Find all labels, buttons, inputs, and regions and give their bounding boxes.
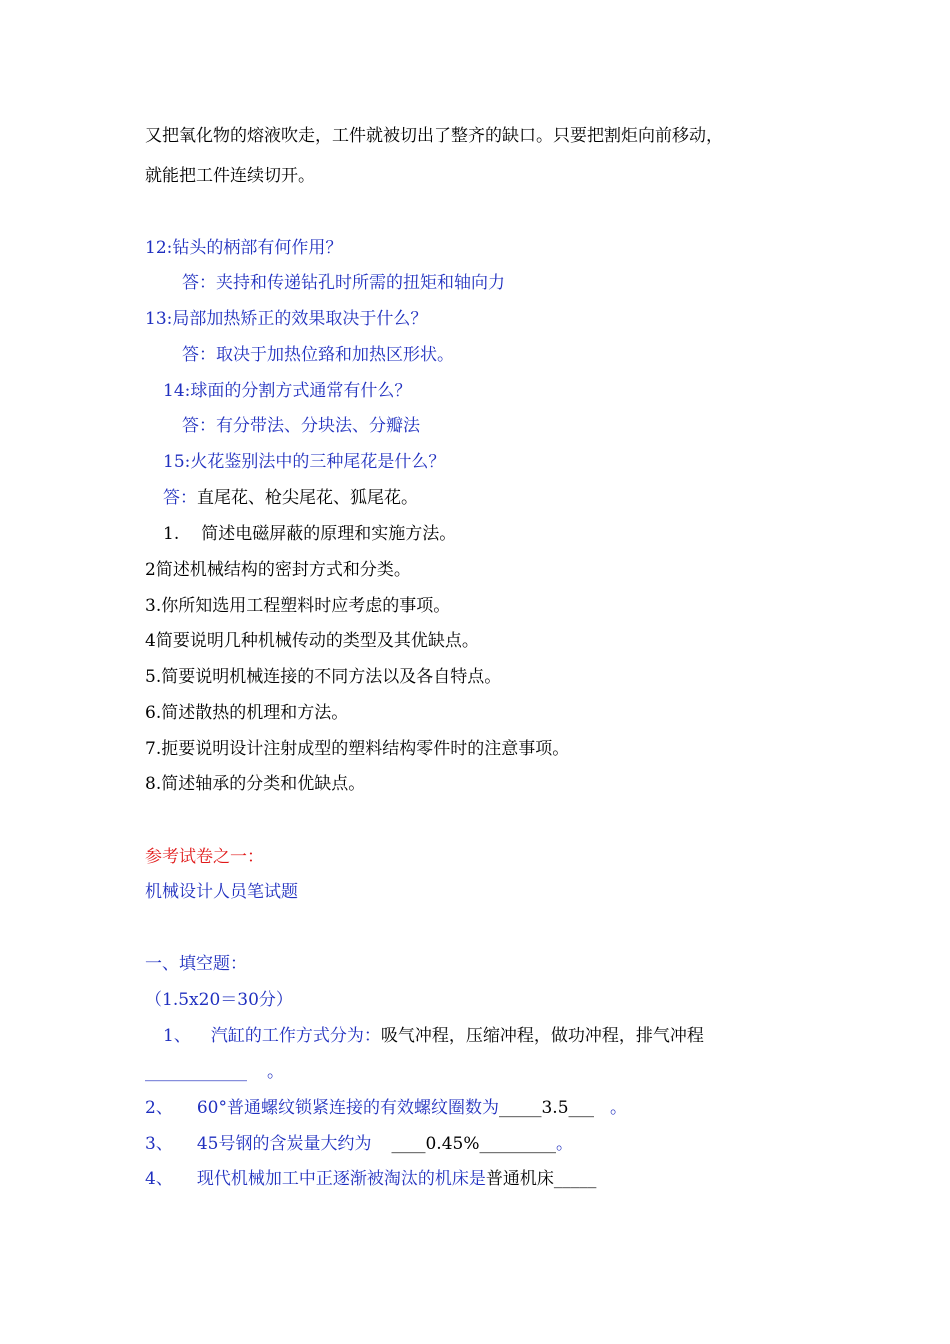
- fill-item-3-end: 。: [555, 1134, 573, 1154]
- answer-12: 答：夹持和传递钻孔时所需的扭矩和轴向力: [182, 273, 505, 293]
- section-heading: 一、填空题：: [145, 954, 247, 974]
- fill-item-1-answer: 吸气冲程，压缩冲程，做功冲程，排气冲程: [380, 1026, 704, 1046]
- fill-item-1-end: 。: [267, 1062, 284, 1082]
- fill-item-3: [145, 1132, 573, 1156]
- fill-item-1-number: 1、: [163, 1026, 191, 1046]
- fill-item-3-question: 45号钢的含炭量大约为: [196, 1134, 372, 1154]
- fill-item-2-number: 2、: [145, 1098, 173, 1118]
- question-14: 14:球面的分割方式通常有什么？: [163, 381, 412, 401]
- list-item-1-number: 1.: [163, 524, 180, 544]
- fill-item-1-question: 汽缸的工作方式分为：: [210, 1026, 381, 1046]
- fill-item-3-answer: ____0.45%_________: [391, 1134, 556, 1154]
- list-item-1-text: 简述电磁屏蔽的原理和实施方法。: [201, 524, 457, 544]
- fill-item-1-continuation: [145, 1060, 284, 1084]
- fill-item-1-blank: ____________: [145, 1062, 247, 1082]
- list-item-3: 3.你所知选用工程塑料时应考虑的事项。: [145, 596, 451, 616]
- fill-item-1: [163, 1024, 704, 1048]
- fill-item-4-number: 4、: [145, 1169, 173, 1189]
- list-item-1: [163, 522, 456, 546]
- fill-item-4: [145, 1167, 596, 1191]
- fill-item-2: [145, 1096, 627, 1120]
- fill-item-4-question: 现代机械加工中正逐渐被淘汰的机床是: [196, 1169, 486, 1189]
- fill-item-4-answer: 普通机床_____: [485, 1169, 597, 1189]
- answer-15-text: 直尾花、枪尖尾花、狐尾花。: [197, 488, 418, 508]
- answer-14: 答：有分带法、分块法、分瓣法: [182, 416, 420, 436]
- list-item-5: 5.简要说明机械连接的不同方法以及各自特点。: [145, 667, 502, 687]
- list-item-7: 7.扼要说明设计注射成型的塑料结构零件时的注意事项。: [145, 739, 570, 759]
- question-13: 13:局部加热矫正的效果取决于什么？: [145, 309, 428, 329]
- intro-line-1: 又把氧化物的熔液吹走，工件就被切出了整齐的缺口。只要把割炬向前移动，: [145, 126, 723, 146]
- exam-title-red: 参考试卷之一：: [145, 847, 264, 867]
- answer-15: [163, 486, 418, 510]
- list-item-6: 6.简述散热的机理和方法。: [145, 703, 349, 723]
- fill-item-3-number: 3、: [145, 1134, 173, 1154]
- list-item-4: 4简要说明几种机械传动的类型及其优缺点。: [145, 631, 479, 651]
- fill-item-2-end: 。: [610, 1098, 628, 1118]
- answer-15-prefix: 答：: [163, 488, 197, 508]
- list-item-2: 2简述机械结构的密封方式和分类。: [145, 560, 411, 580]
- fill-item-2-answer: _____3.5___: [498, 1098, 595, 1118]
- exam-title: 机械设计人员笔试题: [145, 882, 298, 902]
- list-item-8: 8.简述轴承的分类和优缺点。: [145, 774, 366, 794]
- section-score: （1.5x20＝30分）: [145, 990, 293, 1010]
- intro-line-2: 就能把工件连续切开。: [145, 166, 315, 186]
- question-15: 15:火花鉴别法中的三种尾花是什么？: [163, 452, 446, 472]
- answer-13: 答：取决于加热位臵和加热区形状。: [182, 345, 454, 365]
- question-12: 12:钻头的柄部有何作用？: [145, 238, 343, 258]
- fill-item-2-question: 60°普通螺纹锁紧连接的有效螺纹圈数为: [196, 1098, 499, 1118]
